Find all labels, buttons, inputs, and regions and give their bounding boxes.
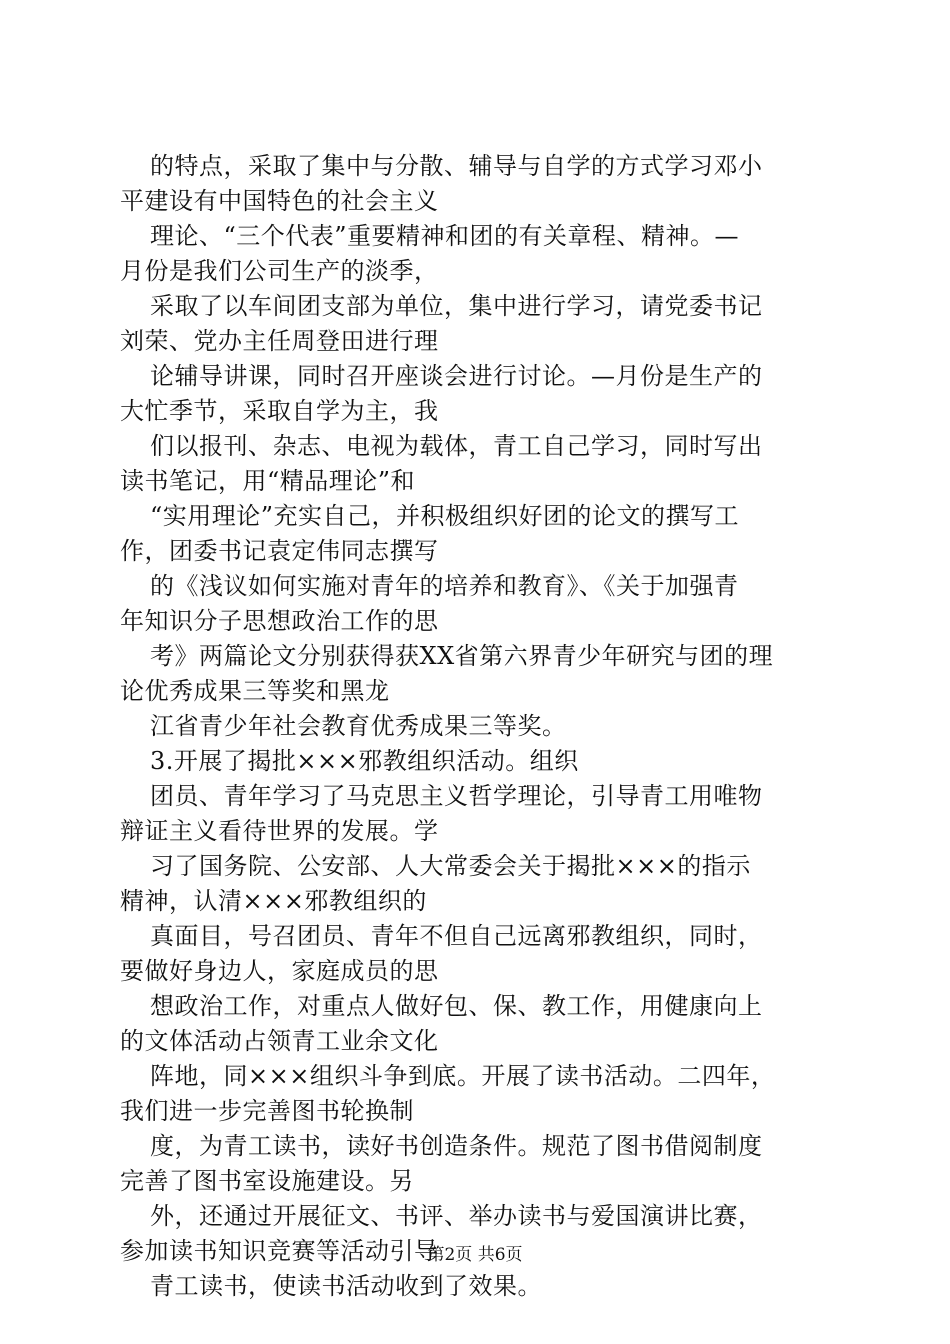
paragraph	[120, 149, 860, 219]
text-line: 要做好身边人，家庭成员的思	[120, 957, 439, 985]
text-line: 采取了以车间团支部为单位，集中进行学习，请党委书记	[150, 292, 763, 320]
text-line: 月份是我们公司生产的淡季，	[120, 257, 439, 285]
text-line: 论优秀成果三等奖和黑龙	[120, 677, 390, 705]
text-line: 我们进一步完善图书轮换制	[120, 1097, 414, 1125]
document-body	[120, 149, 860, 1304]
text-line: 的文体活动占领青工业余文化	[120, 1027, 439, 1055]
text-line: 真面目，号召团员、青年不但自己远离邪教组织，同时，	[150, 922, 763, 950]
text-line: 外，还通过开展征文、书评、举办读书与爱国演讲比赛，	[150, 1202, 763, 1230]
text-line: 精神，认清×××邪教组织的	[120, 887, 427, 915]
paragraph	[120, 709, 860, 744]
paragraph	[120, 1059, 860, 1129]
text-line: 们以报刊、杂志、电视为载体，青工自己学习，同时写出	[150, 432, 763, 460]
text-line: 论辅导讲课，同时召开座谈会进行讨论。—月份是生产的	[150, 362, 763, 390]
paragraph	[120, 1129, 860, 1199]
text-line: 江省青少年社会教育优秀成果三等奖。	[150, 712, 567, 740]
text-line: 考》两篇论文分别获得获XX省第六界青少年研究与团的理	[150, 642, 774, 670]
paragraph	[120, 499, 860, 569]
paragraph	[120, 289, 860, 359]
text-line: 的《浅议如何实施对青年的培养和教育》、《关于加强青	[150, 572, 739, 600]
text-line: 作，团委书记袁定伟同志撰写	[120, 537, 439, 565]
paragraph	[120, 359, 860, 429]
text-line: 青工读书，使读书活动收到了效果。	[150, 1272, 542, 1300]
text-line: 读书笔记，用“精品理论”和	[120, 467, 416, 495]
text-line: 大忙季节，采取自学为主，我	[120, 397, 439, 425]
text-line: 年知识分子思想政治工作的思	[120, 607, 439, 635]
page-footer: 第2页 共6页	[427, 1245, 523, 1265]
text-line: 3.开展了揭批×××邪教组织活动。组织	[150, 747, 579, 775]
text-line: 度，为青工读书，读好书创造条件。规范了图书借阅制度	[150, 1132, 763, 1160]
paragraph	[120, 919, 860, 989]
text-line: 阵地，同×××组织斗争到底。开展了读书活动。二四年，	[150, 1062, 776, 1090]
text-line: “实用理论”充实自己，并积极组织好团的论文的撰写工	[150, 502, 740, 530]
text-line: 的特点，采取了集中与分散、辅导与自学的方式学习邓小	[150, 152, 763, 180]
text-line: 平建设有中国特色的社会主义	[120, 187, 439, 215]
text-line: 参加读书知识竞赛等活动引导	[120, 1237, 439, 1265]
text-line: 刘荣、党办主任周登田进行理	[120, 327, 439, 355]
paragraph	[120, 1269, 860, 1304]
paragraph	[120, 849, 860, 919]
paragraph	[120, 219, 860, 289]
paragraph	[120, 429, 860, 499]
paragraph	[120, 569, 860, 639]
text-line: 习了国务院、公安部、人大常委会关于揭批×××的指示	[150, 852, 751, 880]
paragraph	[120, 989, 860, 1059]
text-line: 理论、“三个代表”重要精神和团的有关章程、精神。—	[150, 222, 740, 250]
paragraph	[120, 639, 860, 709]
text-line: 辩证主义看待世界的发展。学	[120, 817, 439, 845]
text-line: 想政治工作，对重点人做好包、保、教工作，用健康向上	[150, 992, 763, 1020]
paragraph	[120, 744, 860, 779]
paragraph	[120, 779, 860, 849]
text-line: 团员、青年学习了马克思主义哲学理论，引导青工用唯物	[150, 782, 763, 810]
text-line: 完善了图书室设施建设。另	[120, 1167, 414, 1195]
